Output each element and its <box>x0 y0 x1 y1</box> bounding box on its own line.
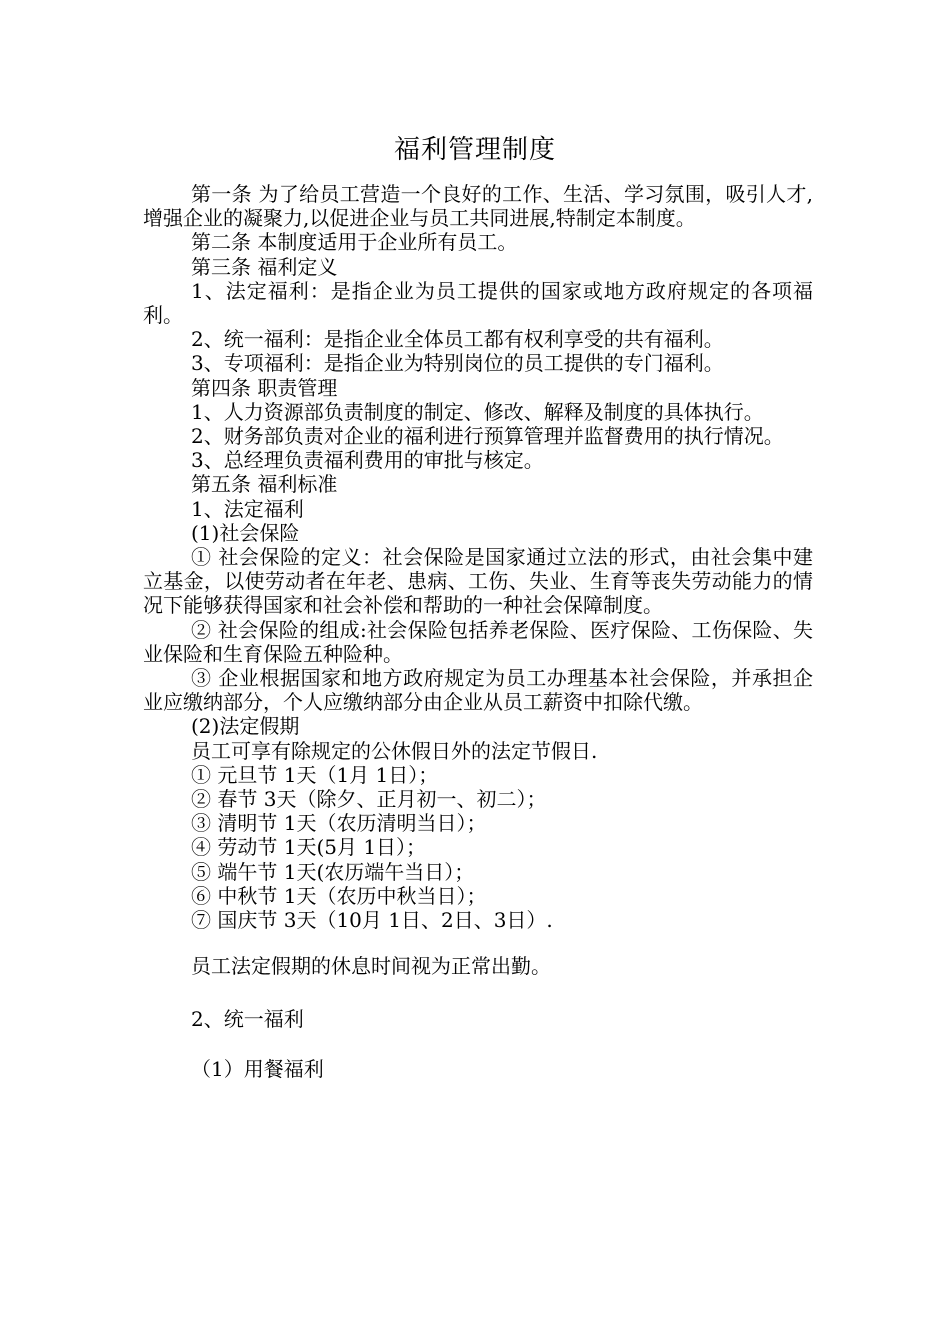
statutory-holidays-intro: 员工可享有除规定的公休假日外的法定节假日. <box>191 738 598 763</box>
finance-responsibility: 2、财务部负责对企业的福利进行预算管理并监督费用的执行情况。 <box>191 424 784 449</box>
article-2-paragraph: 第二条 本制度适用于企业所有员工。 <box>191 230 518 255</box>
special-welfare-definition: 3、专项福利：是指企业为特别岗位的员工提供的专门福利。 <box>191 351 724 376</box>
holiday-national-day: ⑦ 国庆节 3天（10月 1日、2日、3日）. <box>191 908 553 933</box>
gm-responsibility: 3、总经理负责福利费用的审批与核定。 <box>191 448 544 473</box>
holiday-labor-day: ④ 劳动节 1天(5月 1日）； <box>191 835 427 860</box>
social-insurance-payment: ③ 企业根据国家和地方政府规定为员工办理基本社会保险，并承担企业应缴纳部分，个人应缴纳部分由企业从员工薪资中扣除代缴。 <box>143 666 813 715</box>
holiday-qingming: ③ 清明节 1天（农历清明当日）； <box>191 811 487 836</box>
holiday-dragon-boat: ⑤ 端午节 1天(农历端午当日）； <box>191 859 475 884</box>
article-3-heading: 第三条 福利定义 <box>191 254 338 279</box>
holiday-spring-festival: ② 春节 3天（除夕、正月初一、初二）； <box>191 787 547 812</box>
document-title: 福利管理制度 <box>393 135 556 165</box>
unified-welfare-heading: 2、统一福利 <box>191 1006 304 1031</box>
holiday-attendance-note: 员工法定假期的休息时间视为正常出勤。 <box>191 954 551 979</box>
statutory-holidays-heading: (2)法定假期 <box>191 714 300 739</box>
article-4-heading: 第四条 职责管理 <box>191 375 338 400</box>
statutory-welfare-definition: 1、法定福利：是指企业为员工提供的国家或地方政府规定的各项福利。 <box>143 278 813 328</box>
article-1-paragraph: 第一条 为了给员工营造一个良好的工作、生活、学习氛围，吸引人才,增强企业的凝聚力,以促进企业与员工共同进展,特制定本制度。 <box>143 182 813 231</box>
article-5-heading: 第五条 福利标准 <box>191 472 338 497</box>
holiday-mid-autumn: ⑥ 中秋节 1天（农历中秋当日）； <box>191 883 487 908</box>
social-insurance-composition: ② 社会保险的组成:社会保险包括养老保险、医疗保险、工伤保险、失业保险和生育保险五种险种。 <box>143 617 813 666</box>
unified-welfare-definition: 2、统一福利：是指企业全体员工都有权利享受的共有福利。 <box>191 327 724 352</box>
social-insurance-definition: ① 社会保险的定义：社会保险是国家通过立法的形式，由社会集中建立基金，以使劳动者在年老、患病、工伤、失业、生育等丧失劳动能力的情况下能够获得国家和社会补偿和帮助的一种社会保障制度。 <box>143 545 813 618</box>
meal-welfare-heading: （1）用餐福利 <box>191 1056 324 1081</box>
statutory-welfare-heading: 1、法定福利 <box>191 496 304 521</box>
document-body <box>143 182 813 1081</box>
holiday-new-year: ① 元旦节 1天（1月 1日）； <box>191 762 439 787</box>
hr-responsibility: 1、人力资源部负责制度的制定、修改、解释及制度的具体执行。 <box>191 399 764 424</box>
social-insurance-heading: (1)社会保险 <box>191 520 300 545</box>
